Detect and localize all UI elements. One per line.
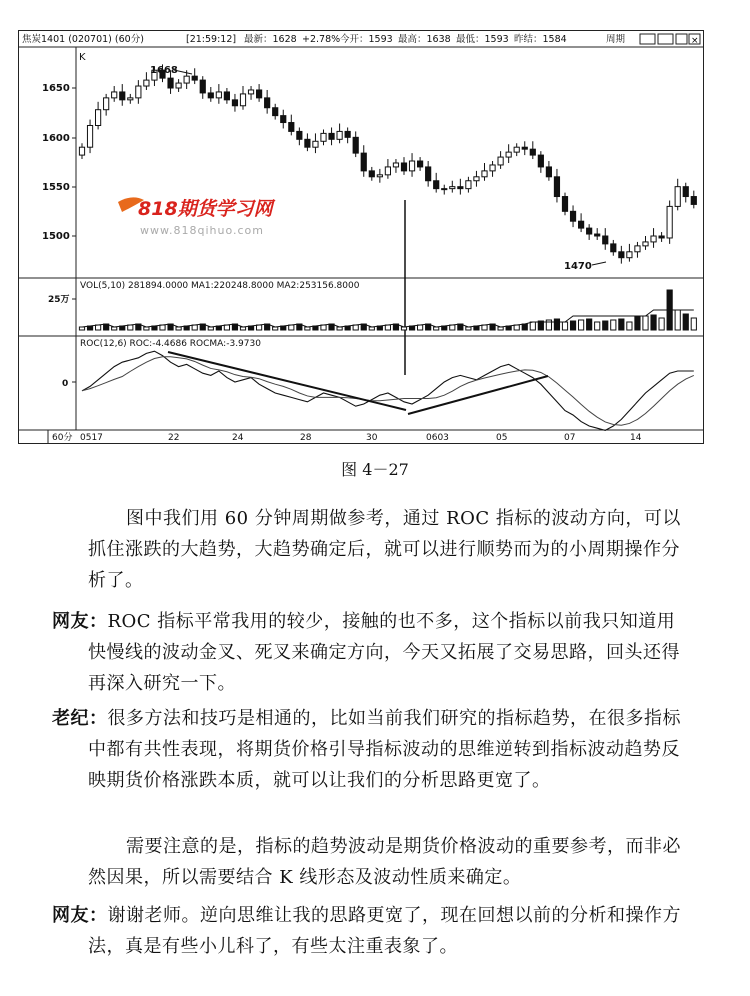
date-tick: 07	[564, 433, 576, 443]
candle-body	[506, 152, 511, 157]
volume-bar	[530, 322, 535, 330]
volume-tick: 25万	[48, 295, 70, 305]
volume-label: VOL(5,10) 281894.0000 MA1:220248.8000 MA2:253156.8000	[80, 281, 360, 291]
volume-bar	[554, 319, 559, 330]
volume-bar	[651, 315, 656, 330]
volume-bar	[289, 325, 294, 330]
volume-bar	[675, 310, 680, 330]
candle-body	[683, 187, 688, 197]
candle-body	[627, 252, 632, 258]
candle-body	[409, 161, 414, 171]
candle-body	[482, 171, 487, 177]
volume-bar	[635, 317, 640, 330]
candle-body	[603, 236, 608, 244]
watermark-url: www.818qihuo.com	[140, 224, 264, 237]
candle-body	[345, 131, 350, 137]
candle-body	[426, 167, 431, 181]
date-tick: 28	[300, 433, 312, 443]
expand-button[interactable]	[658, 34, 673, 44]
kline-chart	[18, 30, 704, 444]
candle-body	[216, 92, 221, 98]
candle-body	[619, 252, 624, 258]
candle-body	[224, 92, 229, 100]
candle-body	[595, 234, 600, 236]
volume-bar	[627, 322, 632, 330]
volume-bar	[659, 318, 664, 330]
period-label: 60分	[52, 433, 73, 443]
candle-body	[248, 90, 253, 94]
volume-bar	[587, 319, 592, 330]
candle-body	[128, 98, 133, 100]
candle-body	[675, 187, 680, 207]
candle-body	[442, 189, 447, 190]
candle-body	[361, 153, 366, 171]
header-change: +2.78%	[302, 34, 341, 45]
roc-zero-tick: 0	[62, 379, 69, 389]
k-label: K	[79, 52, 86, 63]
date-tick: 30	[366, 433, 378, 443]
candle-body	[385, 167, 390, 175]
roc-label: ROC(12,6) ROC:-4.4686 ROCMA:-3.9730	[80, 339, 261, 349]
volume-bar	[482, 325, 487, 330]
candle-body	[120, 92, 125, 100]
date-tick: 0603	[426, 433, 449, 443]
candle-body	[96, 110, 101, 126]
price-tick: 1550	[42, 182, 70, 193]
dialogue-netizen-1	[52, 606, 688, 699]
paragraph-text: ROC 指标平常我用的较少，接触的也不多，这个指标以前我只知道用快慢线的波动金叉、死叉来确定方向，今天又拓展了交易思路，回头还得再深入研究一下。	[88, 611, 680, 694]
header-open: 今开：1593	[340, 34, 393, 45]
speaker-label: 老纪：	[52, 708, 108, 729]
volume-bar	[128, 325, 133, 330]
date-tick: 14	[630, 433, 642, 443]
header-period: 周期	[606, 34, 626, 45]
volume-bar	[450, 325, 455, 330]
watermark	[118, 197, 276, 237]
candle-body	[643, 242, 648, 246]
candle-body	[79, 147, 84, 155]
candle-body	[377, 175, 382, 177]
paragraph-text: 谢谢老师。逆向思维让我的思路更宽了，现在回想以前的分析和操作方法，真是有些小儿科了，有些太注重表象了。	[88, 905, 681, 957]
shrink-button[interactable]	[640, 34, 655, 44]
dialogue-netizen-2	[52, 900, 688, 962]
candle-body	[329, 133, 334, 139]
candle-body	[579, 221, 584, 228]
header-prev-close: 昨结：1584	[514, 34, 567, 45]
candle-body	[136, 86, 141, 98]
watermark-title: 818期货学习网	[138, 198, 273, 220]
volume-bar	[418, 325, 423, 330]
volume-bar	[514, 325, 519, 330]
candle-body	[104, 98, 109, 110]
candle-body	[289, 123, 294, 132]
candle-body	[514, 147, 519, 152]
maximize-button[interactable]	[676, 34, 687, 44]
candle-body	[337, 131, 342, 139]
candle-body	[321, 133, 326, 141]
candle-body	[635, 246, 640, 252]
candle-body	[651, 236, 656, 242]
volume-bar	[570, 321, 575, 330]
candle-body	[562, 197, 567, 212]
close-icon: ×	[691, 36, 699, 46]
paragraph-text: 需要注意的是，指标的趋势波动是期货价格波动的重要参考，而非必然因果，所以需要结合 K 线形态及波动性质来确定。	[88, 836, 681, 888]
candle-body	[538, 155, 543, 167]
candle-body	[530, 149, 535, 155]
candle-body	[450, 187, 455, 189]
paragraph-text: 图中我们用 60 分钟周期做参考，通过 ROC 指标的波动方向，可以抓住涨跌的大趋势，大趋势确定后，就可以进行顺势而为的小周期操作分析了。	[88, 508, 681, 591]
volume-bar	[353, 325, 358, 330]
candle-body	[200, 80, 205, 93]
candle-body	[546, 167, 551, 177]
candle-body	[401, 163, 406, 171]
paragraph-note	[88, 831, 688, 893]
price-tick: 1650	[42, 83, 70, 94]
candle-body	[393, 163, 398, 167]
low-annotation: 1470	[564, 261, 592, 272]
candle-body	[112, 92, 117, 98]
candle-body	[418, 161, 423, 167]
candle-body	[297, 131, 302, 139]
candle-body	[208, 93, 213, 98]
volume-bar	[611, 320, 616, 330]
volume-bar	[257, 325, 262, 330]
date-tick: 05	[496, 433, 508, 443]
header-time: [21:59:12]	[186, 34, 237, 45]
candle-body	[305, 139, 310, 147]
candle-body	[144, 80, 149, 86]
candle-body	[240, 94, 245, 106]
candle-body	[691, 197, 696, 205]
date-tick: 0517	[80, 433, 103, 443]
candle-body	[313, 141, 318, 147]
candle-body	[265, 98, 270, 108]
speaker-label: 网友：	[52, 905, 108, 926]
paragraph-intro	[88, 503, 688, 596]
volume-bar	[691, 318, 696, 330]
volume-bar	[643, 316, 648, 330]
candle-body	[176, 83, 181, 88]
volume-bar	[683, 314, 688, 330]
header-low: 最低：1593	[456, 34, 509, 45]
volume-bar	[79, 327, 84, 330]
candle-body	[498, 157, 503, 165]
candle-body	[587, 228, 592, 234]
candle-body	[192, 76, 197, 80]
header-latest: 最新：1628	[244, 34, 297, 45]
price-tick: 1500	[42, 231, 70, 242]
candle-body	[273, 108, 278, 116]
paragraph-text: 很多方法和技巧是相通的，比如当前我们研究的指标趋势，在很多指标中都有共性表现，将期货价格引导指标波动的思维逆转到指标波动趋势反映期货价格涨跌本质，就可以让我们的分析思路更宽了。	[88, 708, 681, 791]
candle-body	[232, 100, 237, 106]
high-annotation: 1668	[150, 65, 178, 76]
candle-body	[87, 125, 92, 147]
candle-body	[522, 147, 527, 149]
volume-bar	[619, 319, 624, 330]
volume-bar	[562, 322, 567, 330]
volume-bar	[603, 321, 608, 330]
volume-bar	[192, 325, 197, 330]
candle-body	[659, 236, 664, 238]
window-buttons[interactable]	[640, 34, 700, 46]
volume-bar	[385, 325, 390, 330]
candle-body	[369, 171, 374, 177]
header-symbol: 焦炭1401 (020701) (60分)	[22, 34, 144, 45]
candle-body	[570, 211, 575, 221]
candle-body	[554, 177, 559, 197]
candle-body	[168, 78, 173, 88]
price-tick: 1600	[42, 133, 70, 144]
candle-body	[667, 206, 672, 238]
speaker-label: 网友：	[52, 611, 108, 632]
candle-body	[490, 165, 495, 171]
volume-bar	[579, 320, 584, 330]
figure-caption: 图 4－27	[341, 460, 409, 479]
candle-body	[184, 76, 189, 83]
candle-body	[458, 187, 463, 189]
candle-body	[434, 181, 439, 189]
volume-bar	[160, 325, 165, 330]
candle-body	[611, 244, 616, 252]
candle-body	[281, 116, 286, 123]
volume-bar	[224, 325, 229, 330]
candle-body	[474, 177, 479, 181]
date-tick: 22	[168, 433, 180, 443]
volume-bar	[522, 324, 527, 330]
candle-body	[466, 181, 471, 189]
volume-bar	[321, 325, 326, 330]
date-tick: 24	[232, 433, 244, 443]
candle-body	[353, 137, 358, 153]
dialogue-laoji	[52, 703, 688, 796]
volume-bar	[96, 325, 101, 330]
volume-bar	[595, 322, 600, 330]
header-high: 最高：1638	[398, 34, 451, 45]
candle-body	[257, 90, 262, 98]
